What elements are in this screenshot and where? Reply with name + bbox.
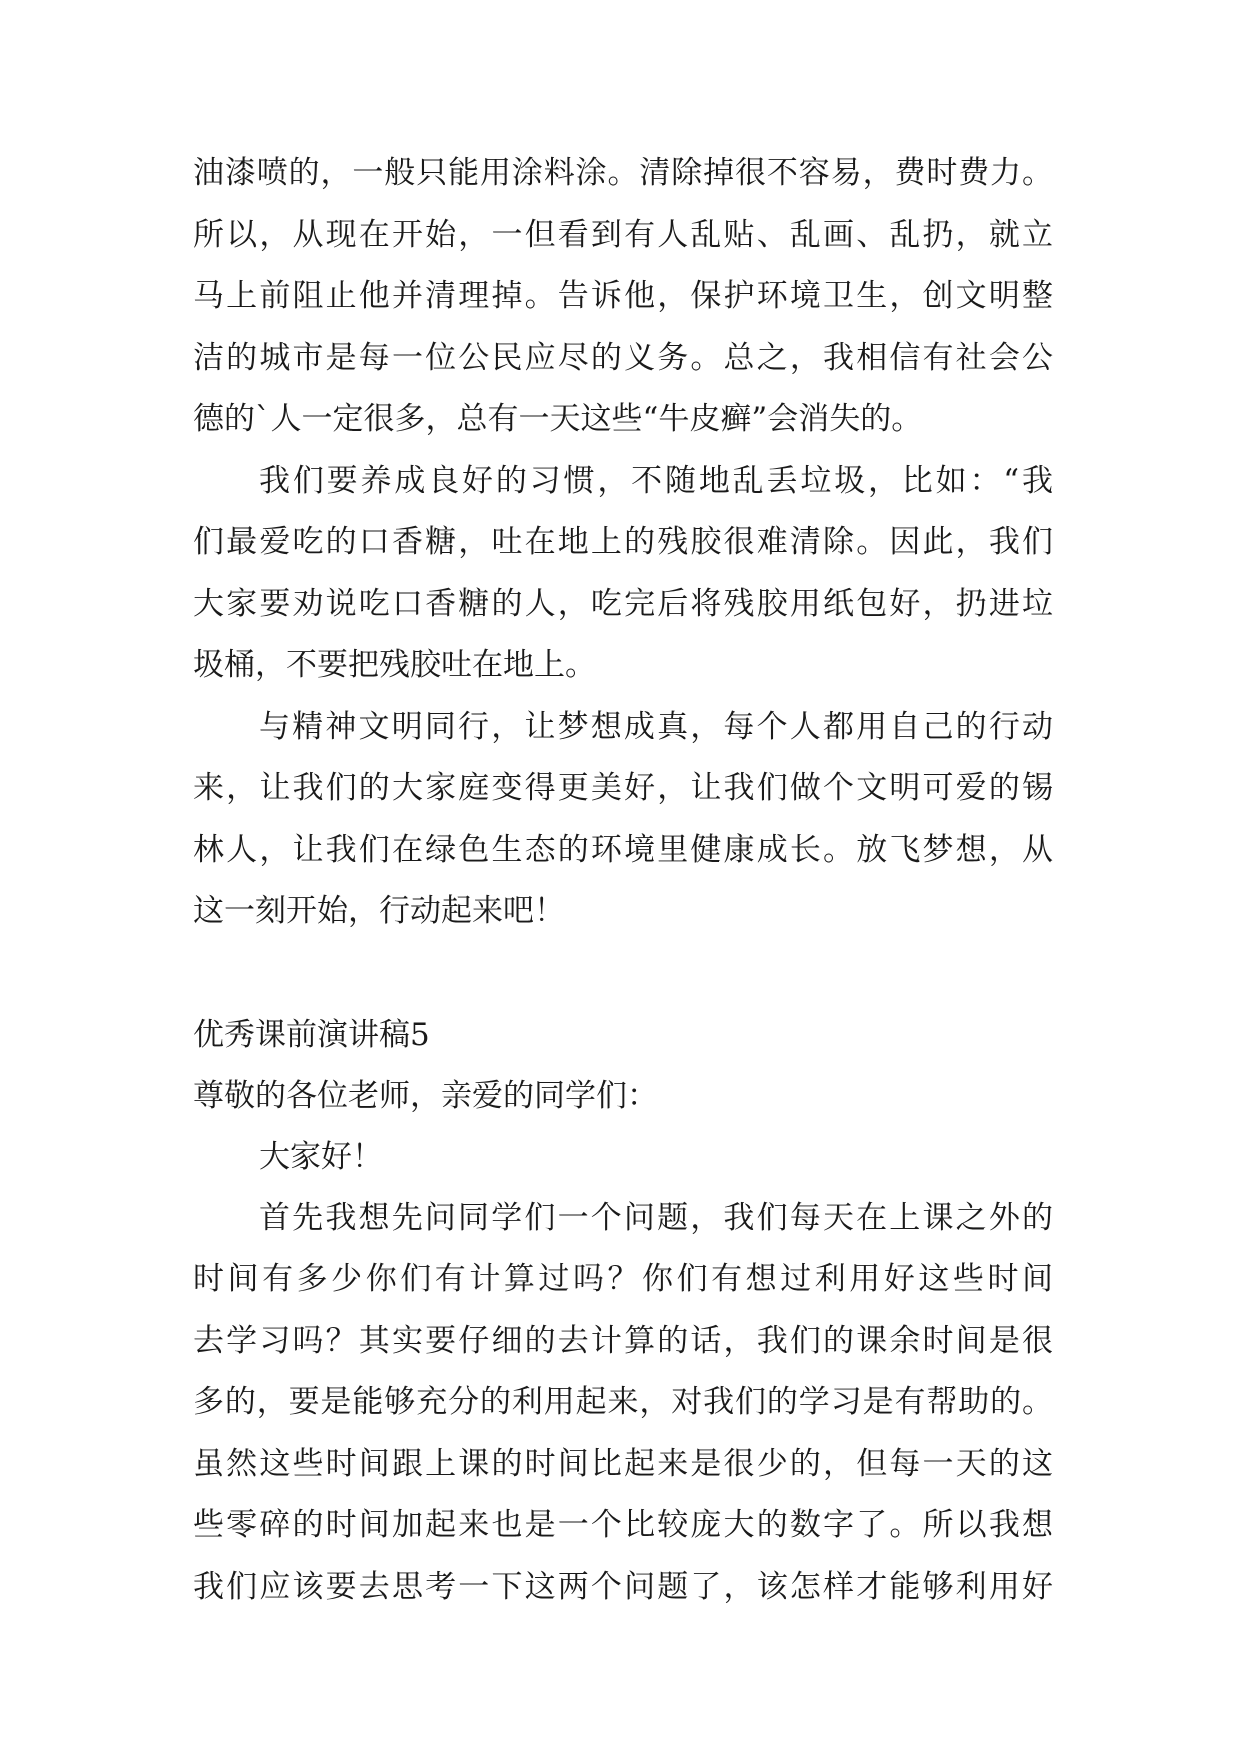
text-line: 圾桶，不要把残胶吐在地上。 xyxy=(193,647,596,683)
text-line: 马上前阻止他并清理掉。告诉他，保护环境卫生，创文明整 xyxy=(193,278,1053,314)
text-line: 多的，要是能够充分的利用起来，对我们的学习是有帮助的。 xyxy=(193,1384,1053,1420)
paragraph xyxy=(193,143,1053,451)
section-title: 优秀课前演讲稿5 xyxy=(193,1016,430,1053)
text-line: 这一刻开始，行动起来吧！ xyxy=(193,893,565,929)
text-line: 首先我想先问同学们一个问题，我们每天在上课之外的 xyxy=(259,1199,1053,1236)
text-line: 时间有多少你们有计算过吗？你们有想过利用好这些时间 xyxy=(193,1261,1053,1297)
text-line: 我们要养成良好的习惯，不随地乱丢垃圾，比如：“我 xyxy=(259,462,1053,499)
text-line: 林人，让我们在绿色生态的环境里健康成长。放飞梦想，从 xyxy=(193,831,1053,868)
greeting: 大家好！ xyxy=(259,1138,383,1175)
text-line: 些零碎的时间加起来也是一个比较庞大的数字了。所以我想 xyxy=(193,1507,1053,1543)
text-line: 与精神文明同行，让梦想成真，每个人都用自己的行动 xyxy=(259,708,1053,745)
text-line: 德的`人一定很多，总有一天这些“牛皮癣”会消失的。 xyxy=(193,401,923,437)
section-gap xyxy=(193,943,1053,1005)
text-line: 洁的城市是每一位公民应尽的义务。总之，我相信有社会公 xyxy=(193,339,1053,376)
text-line: 大家要劝说吃口香糖的人，吃完后将残胶用纸包好，扔进垃 xyxy=(193,585,1053,622)
text-line: 来，让我们的大家庭变得更美好，让我们做个文明可爱的锡 xyxy=(193,770,1053,806)
text-line: 油漆喷的，一般只能用涂料涂。清除掉很不容易，费时费力。 xyxy=(193,155,1053,191)
paragraph xyxy=(193,1188,1053,1619)
text-line: 所以，从现在开始，一但看到有人乱贴、乱画、乱扔，就立 xyxy=(193,216,1053,253)
document-body xyxy=(193,143,1053,1618)
text-line: 们最爱吃的口香糖，吐在地上的残胶很难清除。因此，我们 xyxy=(193,524,1053,560)
text-line: 虽然这些时间跟上课的时间比起来是很少的，但每一天的这 xyxy=(193,1445,1053,1482)
text-line: 我们应该要去思考一下这两个问题了，该怎样才能够利用好 xyxy=(193,1568,1053,1605)
text-line: 去学习吗？其实要仔细的去计算的话，我们的课余时间是很 xyxy=(193,1322,1053,1359)
paragraph xyxy=(193,697,1053,943)
paragraph xyxy=(193,451,1053,697)
salutation: 尊敬的各位老师，亲爱的同学们： xyxy=(193,1077,658,1114)
